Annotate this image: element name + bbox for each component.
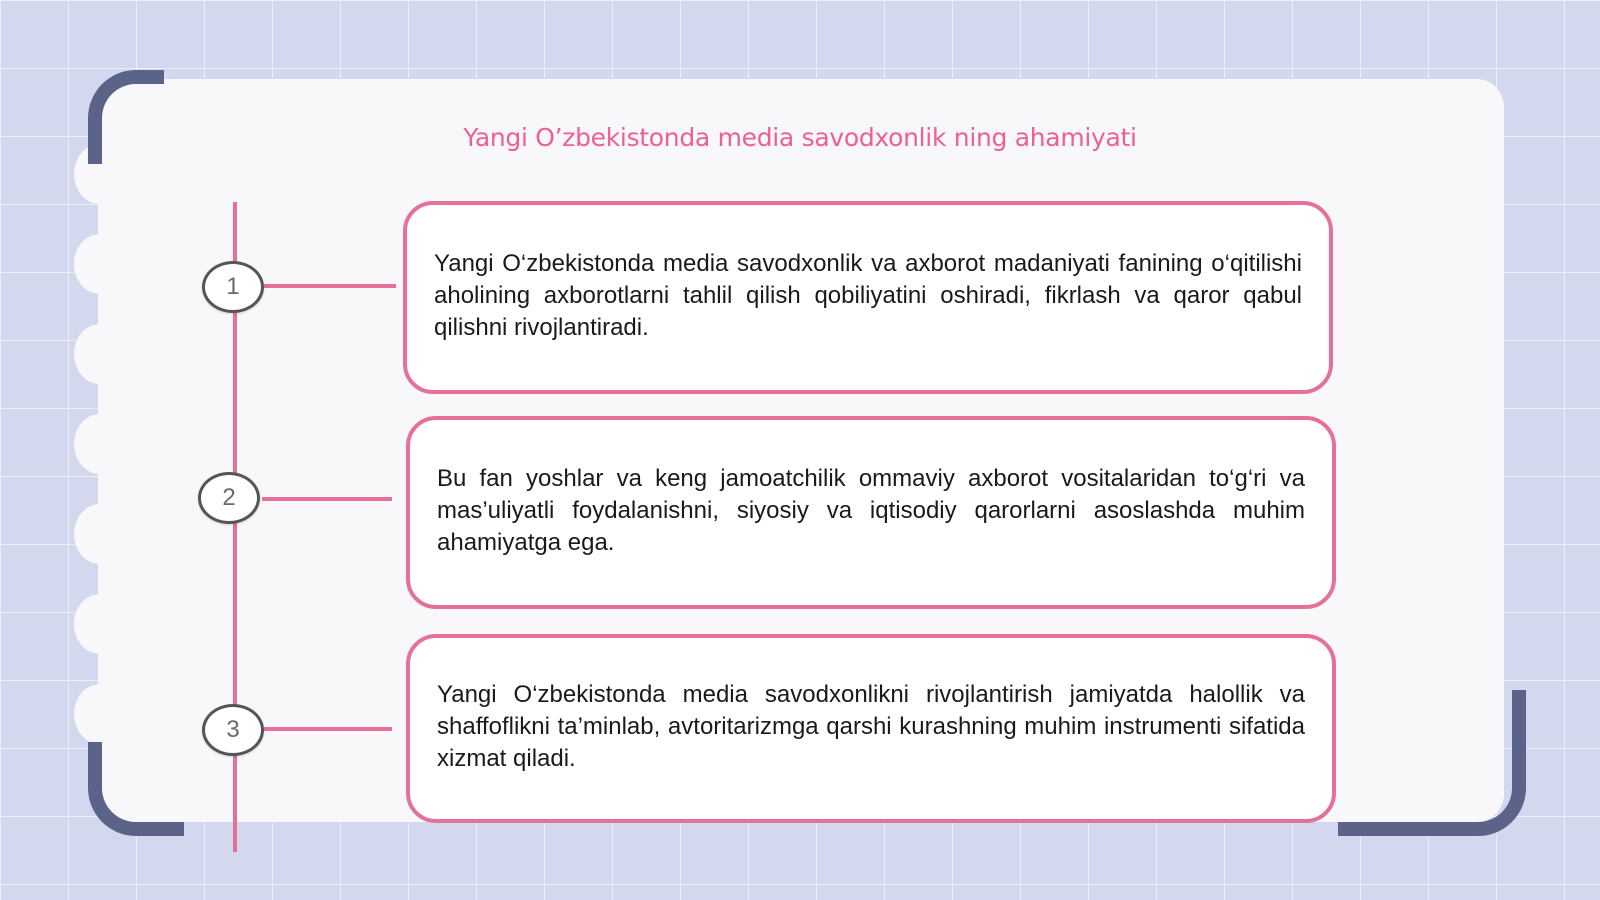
point-box-3	[406, 634, 1336, 823]
point-box-2	[406, 416, 1336, 609]
frame-corner-bottom-left	[88, 742, 184, 836]
timeline-connector-1	[264, 284, 396, 288]
point-text-1: Yangi O‘zbekistonda media savodxonlik va axborot madaniyati fanining o‘qitilishi aholining axborotlarni tahlil qilish qobiliyatini oshiradi, fikrlash va qaror qabul qilishni rivojlantiradi.	[434, 249, 1302, 341]
card-scallop	[74, 414, 126, 474]
card-scallop	[74, 324, 126, 384]
point-text-2: Bu fan yoshlar va keng jamoatchilik ommaviy axborot vositalaridan to‘g‘ri va mas’uliyatli foydalanishni, siyosiy va iqtisodiy qarorlarni asoslashda muhim ahamiyatga ega.	[437, 464, 1305, 556]
point-box-1	[403, 201, 1333, 394]
point-text-3: Yangi O‘zbekistonda media savodxonlikni rivojlantirish jamiyatda halollik va shaffoflikni ta’minlab, avtoritarizmga qarshi kurashning muhim instrumenti sifatida xizmat qiladi.	[437, 680, 1305, 772]
step-number-2: 2	[198, 472, 260, 524]
slide-title: Yangi O’zbekistonda media savodxonlik ning ahamiyati	[463, 123, 1137, 152]
card-scallop	[74, 234, 126, 294]
timeline-connector-2	[262, 497, 392, 501]
frame-corner-bottom-right	[1338, 690, 1526, 836]
timeline-connector-3	[264, 727, 392, 731]
card-scallop	[74, 684, 126, 744]
card-scallop	[74, 504, 126, 564]
step-number-1: 1	[202, 261, 264, 313]
step-number-3: 3	[202, 704, 264, 756]
card-scallop	[74, 594, 126, 654]
